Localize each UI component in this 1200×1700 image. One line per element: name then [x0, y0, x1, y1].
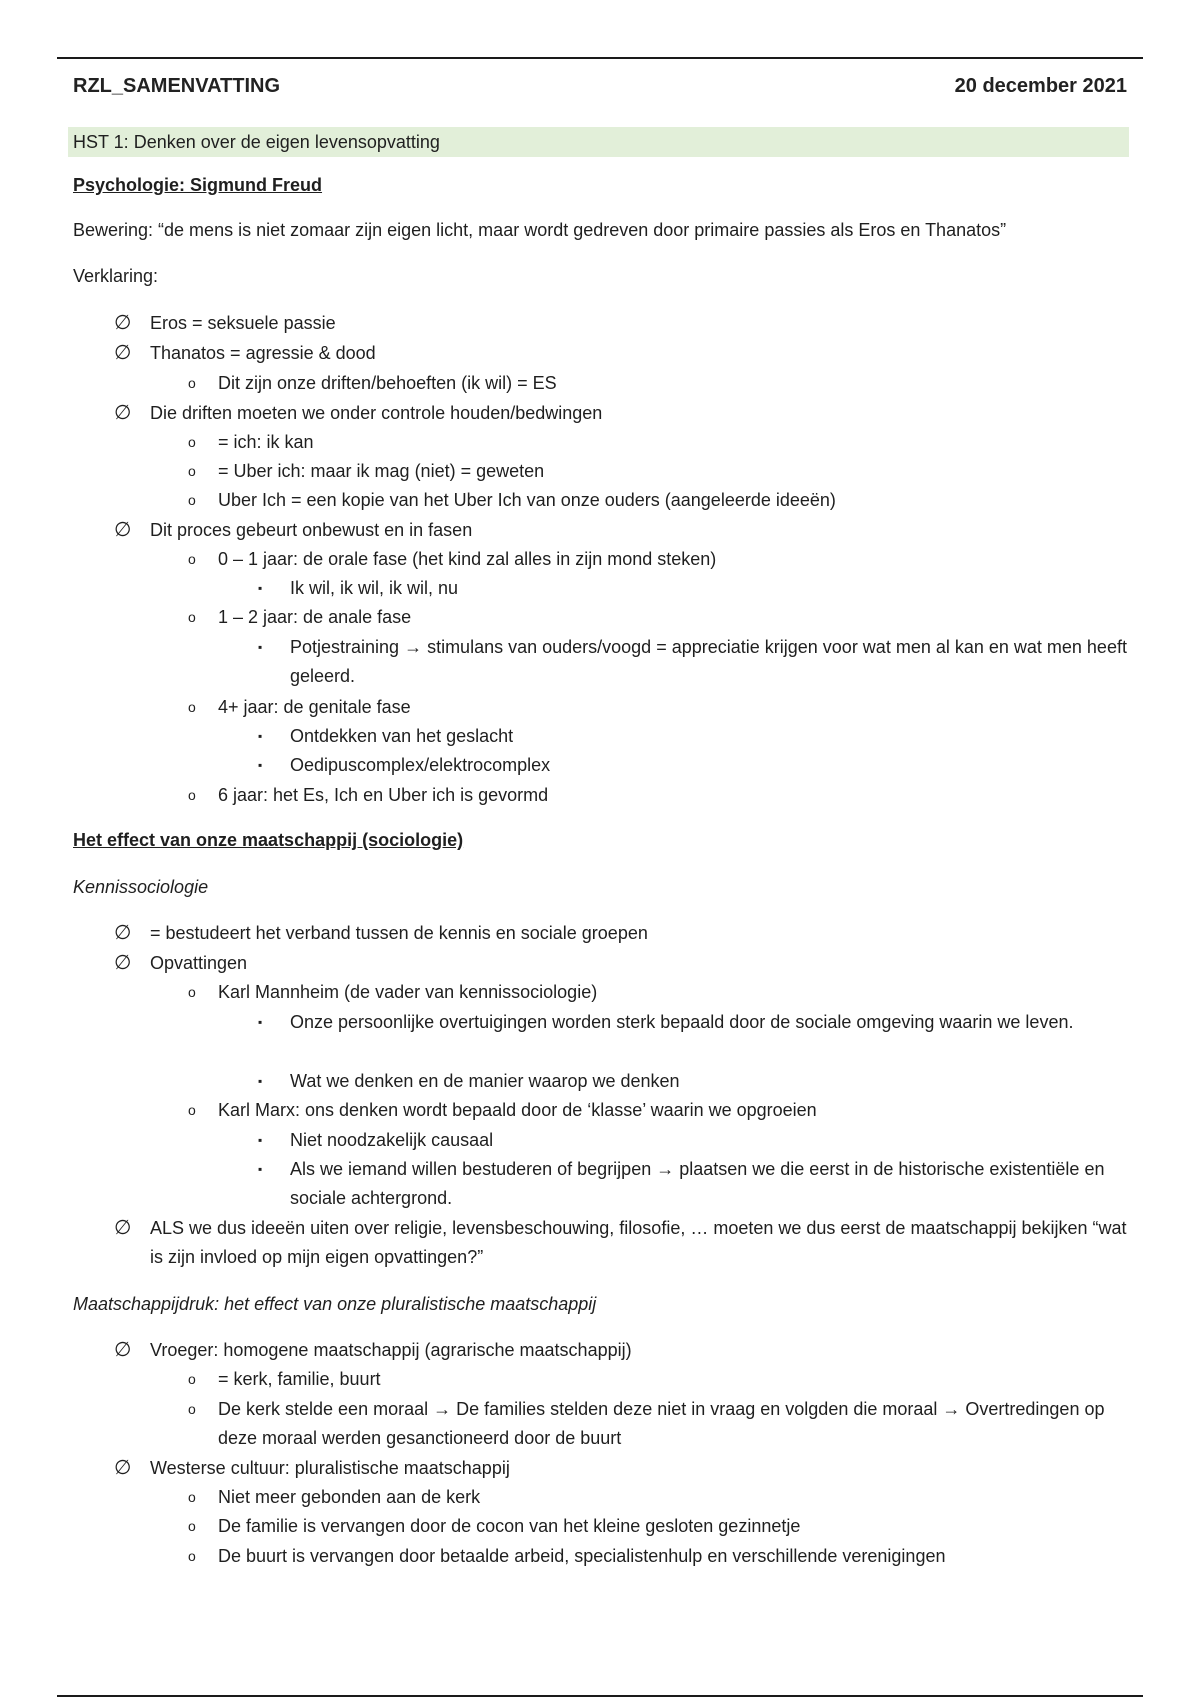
square-bullet-icon: ▪: [258, 1074, 263, 1088]
list-item: ∅ = bestudeert het verband tussen de kennis en sociale groepen: [150, 919, 1130, 948]
list-item: o Niet meer gebonden aan de kerk: [218, 1483, 1130, 1512]
bottom-rule: [57, 1695, 1143, 1697]
square-bullet-icon: ▪: [258, 640, 263, 654]
list-item: o = kerk, familie, buurt: [218, 1365, 1130, 1394]
square-bullet-icon: ▪: [258, 1162, 263, 1176]
null-bullet-icon: ∅: [114, 1217, 132, 1239]
circle-bullet-icon: o: [188, 787, 196, 803]
document-title: RZL_SAMENVATTING: [73, 75, 281, 97]
list-item: o De buurt is vervangen door betaalde arbeid, specialistenhulp en verschillende verenigingen: [218, 1542, 1130, 1571]
circle-bullet-icon: o: [188, 1102, 196, 1118]
list-item: ▪ Onze persoonlijke overtuigingen worden sterk bepaald door de sociale omgeving waarin we leven.: [290, 1008, 1130, 1037]
circle-bullet-icon: o: [188, 492, 196, 508]
list-item: ▪ Ontdekken van het geslacht: [290, 722, 1130, 751]
list-item: ▪ Wat we denken en de manier waarop we denken: [290, 1067, 1130, 1096]
list-item: ∅ Eros = seksuele passie: [150, 309, 1130, 338]
circle-bullet-icon: o: [188, 463, 196, 479]
list-item: ∅ Opvattingen: [150, 949, 1130, 978]
null-bullet-icon: ∅: [114, 1339, 132, 1361]
list-item: ∅ Thanatos = agressie & dood: [150, 339, 1130, 368]
circle-bullet-icon: o: [188, 609, 196, 625]
square-bullet-icon: ▪: [258, 729, 263, 743]
document-date: 20 december 2021: [954, 75, 1127, 97]
circle-bullet-icon: o: [188, 984, 196, 1000]
section-heading-sociology: Het effect van onze maatschappij (sociologie): [73, 830, 464, 850]
null-bullet-icon: ∅: [114, 342, 132, 364]
list-item: o 6 jaar: het Es, Ich en Uber ich is gevormd: [218, 781, 1130, 810]
list-item: o 4+ jaar: de genitale fase: [218, 693, 1130, 722]
list-item: o 0 – 1 jaar: de orale fase (het kind zal alles in zijn mond steken): [218, 545, 1130, 574]
circle-bullet-icon: o: [188, 375, 196, 391]
list-item: ▪ Ik wil, ik wil, ik wil, nu: [290, 574, 1130, 603]
circle-bullet-icon: o: [188, 1489, 196, 1505]
list-item: o De familie is vervangen door de cocon van het kleine gesloten gezinnetje: [218, 1512, 1130, 1541]
circle-bullet-icon: o: [188, 1548, 196, 1564]
square-bullet-icon: ▪: [258, 581, 263, 595]
null-bullet-icon: ∅: [114, 952, 132, 974]
top-rule: [57, 57, 1143, 59]
square-bullet-icon: ▪: [258, 1133, 263, 1147]
claim-paragraph: Bewering: “de mens is niet zomaar zijn eigen licht, maar wordt gedreven door primaire passies als Eros en Thanatos”: [73, 220, 1007, 240]
circle-bullet-icon: o: [188, 1371, 196, 1387]
explanation-label: Verklaring:: [73, 266, 159, 286]
list-item: o Uber Ich = een kopie van het Uber Ich van onze ouders (aangeleerde ideeën): [218, 486, 1130, 515]
null-bullet-icon: ∅: [114, 1457, 132, 1479]
null-bullet-icon: ∅: [114, 312, 132, 334]
list-item: ▪ Niet noodzakelijk causaal: [290, 1126, 1130, 1155]
list-item: ∅ Die driften moeten we onder controle houden/bedwingen: [150, 399, 1130, 428]
null-bullet-icon: ∅: [114, 519, 132, 541]
list-item: ∅ Vroeger: homogene maatschappij (agrarische maatschappij): [150, 1336, 1130, 1365]
circle-bullet-icon: o: [188, 551, 196, 567]
section-heading-freud: Psychologie: Sigmund Freud: [73, 175, 323, 195]
list-item: ∅ Dit proces gebeurt onbewust en in fasen: [150, 516, 1130, 545]
circle-bullet-icon: o: [188, 434, 196, 450]
circle-bullet-icon: o: [188, 1401, 196, 1417]
list-item: o 1 – 2 jaar: de anale fase: [218, 603, 1130, 632]
list-item: o Dit zijn onze driften/behoeften (ik wil) = ES: [218, 369, 1130, 398]
null-bullet-icon: ∅: [114, 402, 132, 424]
list-item: ∅ Westerse cultuur: pluralistische maatschappij: [150, 1454, 1130, 1483]
list-item: o Karl Marx: ons denken wordt bepaald door de ‘klasse’ waarin we opgroeien: [218, 1096, 1130, 1125]
subheading-kennissociologie: Kennissociologie: [73, 877, 209, 897]
list-item: ▪ Als we iemand willen bestuderen of begrijpen → plaatsen we die eerst in de historische existentiële en sociale achtergrond.: [290, 1155, 1130, 1213]
square-bullet-icon: ▪: [258, 1015, 263, 1029]
null-bullet-icon: ∅: [114, 922, 132, 944]
list-item: ▪ Oedipuscomplex/elektrocomplex: [290, 751, 1130, 780]
list-item: ∅ ALS we dus ideeën uiten over religie, levensbeschouwing, filosofie, … moeten we dus eerst de maatschappij bekijken “wat is zijn invloed op mijn eigen opvattingen?”: [150, 1214, 1130, 1272]
list-item: o De kerk stelde een moraal → De families stelden deze niet in vraag en volgden die moraal → Overtredingen op deze moraal werden gesanctioneerd door de buurt: [218, 1395, 1130, 1453]
circle-bullet-icon: o: [188, 699, 196, 715]
circle-bullet-icon: o: [188, 1518, 196, 1534]
subheading-maatschappijdruk: Maatschappijdruk: het effect van onze pluralistische maatschappij: [73, 1294, 597, 1314]
chapter-heading: HST 1: Denken over de eigen levensopvatting: [68, 127, 1129, 157]
list-item: o = ich: ik kan: [218, 428, 1130, 457]
square-bullet-icon: ▪: [258, 758, 263, 772]
list-item: ▪ Potjestraining → stimulans van ouders/voogd = appreciatie krijgen voor wat men al kan en wat men heeft geleerd.: [290, 633, 1130, 691]
list-item: o = Uber ich: maar ik mag (niet) = geweten: [218, 457, 1130, 486]
list-item: o Karl Mannheim (de vader van kennissociologie): [218, 978, 1130, 1007]
